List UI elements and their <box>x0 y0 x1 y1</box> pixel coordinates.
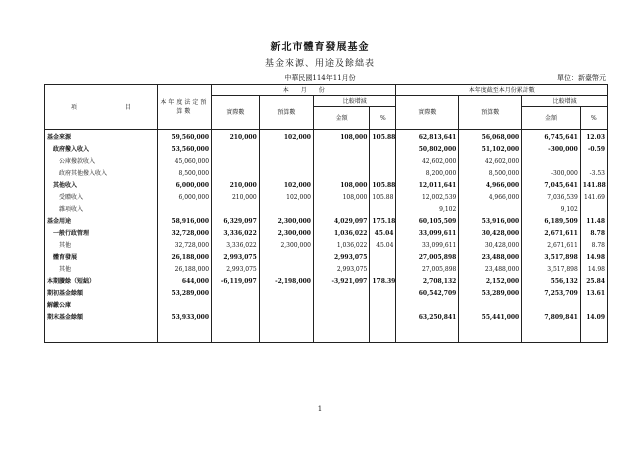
cell-m-amount <box>313 300 369 312</box>
cell-m-pct <box>370 204 396 216</box>
cell-y-actual: 60,542,709 <box>396 288 459 300</box>
cell-m-amount <box>313 312 369 343</box>
cell-m-budget <box>259 300 313 312</box>
cell-m-amount: -3,921,097 <box>313 276 369 288</box>
cell-m-budget <box>259 156 313 168</box>
cell-y-pct: 8.78 <box>580 240 607 252</box>
table-row <box>45 216 608 228</box>
cell-m-budget <box>259 288 313 300</box>
cell-y-pct: 13.61 <box>580 288 607 300</box>
cell-y-actual: 9,102 <box>396 204 459 216</box>
row-item-label: 一般行政管理 <box>45 228 158 240</box>
cell-m-actual <box>212 144 260 156</box>
header-ytd-amount: 金額 <box>522 107 581 130</box>
cell-budget: 53,560,000 <box>157 144 211 156</box>
row-item-label: 解繳公庫 <box>45 300 158 312</box>
cell-m-budget <box>259 312 313 343</box>
cell-m-pct: 45.04 <box>370 240 396 252</box>
cell-y-actual: 8,200,000 <box>396 168 459 180</box>
row-item-label: 基金來源 <box>45 130 158 145</box>
cell-m-budget <box>259 168 313 180</box>
row-item-label: 其他 <box>45 240 158 252</box>
cell-m-budget: 2,300,000 <box>259 240 313 252</box>
row-item-label: 期初基金餘額 <box>45 288 158 300</box>
header-month-actual: 實際數 <box>212 96 260 130</box>
cell-m-actual: 210,000 <box>212 180 260 192</box>
cell-m-actual: -6,119,097 <box>212 276 260 288</box>
header-this-month: 本 月 份 <box>212 85 396 96</box>
cell-m-pct <box>370 300 396 312</box>
cell-y-budget: 53,289,000 <box>459 288 522 300</box>
header-month-budget: 預算數 <box>259 96 313 130</box>
report-period: 中華民國114年11月份 <box>284 74 356 82</box>
cell-y-budget: 53,916,000 <box>459 216 522 228</box>
cell-y-pct: 14.09 <box>580 312 607 343</box>
report-title: 新北市體育發展基金 <box>270 42 370 53</box>
cell-m-amount <box>313 144 369 156</box>
cell-budget: 8,500,000 <box>157 168 211 180</box>
row-item-label: 公庫撥款收入 <box>45 156 158 168</box>
cell-y-amount: 7,253,709 <box>522 288 581 300</box>
cell-y-actual: 33,099,611 <box>396 240 459 252</box>
cell-y-amount: 2,671,611 <box>522 240 581 252</box>
cell-y-actual: 27,005,898 <box>396 264 459 276</box>
cell-y-budget <box>459 204 522 216</box>
table-row <box>45 300 608 312</box>
cell-y-budget: 8,500,000 <box>459 168 522 180</box>
cell-y-amount: -300,000 <box>522 144 581 156</box>
header-ytd-percent: % <box>580 107 607 130</box>
table-row <box>45 168 608 180</box>
cell-m-amount <box>313 204 369 216</box>
cell-m-budget <box>259 252 313 264</box>
cell-budget: 6,000,000 <box>157 192 211 204</box>
table-row <box>45 130 608 145</box>
cell-m-amount: 1,036,022 <box>313 240 369 252</box>
header-ytd-budget: 預算數 <box>459 96 522 130</box>
cell-y-pct: 14.98 <box>580 252 607 264</box>
cell-y-actual: 62,813,641 <box>396 130 459 145</box>
row-item-label: 雜項收入 <box>45 204 158 216</box>
cell-budget: 26,188,000 <box>157 264 211 276</box>
table-row <box>45 156 608 168</box>
cell-y-amount: -300,000 <box>522 168 581 180</box>
cell-m-budget: 102,000 <box>259 180 313 192</box>
cell-m-pct: 175.18 <box>370 216 396 228</box>
cell-m-pct: 105.88 <box>370 130 396 145</box>
cell-m-amount <box>313 288 369 300</box>
header-ytd: 本年度截至本月份累計數 <box>396 85 608 96</box>
cell-m-pct <box>370 264 396 276</box>
cell-m-amount: 2,993,075 <box>313 252 369 264</box>
cell-budget: 6,000,000 <box>157 180 211 192</box>
cell-m-pct: 105.88 <box>370 192 396 204</box>
cell-budget: 644,000 <box>157 276 211 288</box>
cell-y-amount: 7,036,539 <box>522 192 581 204</box>
cell-m-budget <box>259 144 313 156</box>
cell-m-actual: 2,993,075 <box>212 252 260 264</box>
cell-y-pct: -0.59 <box>580 144 607 156</box>
cell-m-actual <box>212 288 260 300</box>
cell-m-actual: 3,336,022 <box>212 228 260 240</box>
cell-m-actual: 2,993,075 <box>212 264 260 276</box>
cell-m-actual <box>212 312 260 343</box>
cell-m-pct <box>370 156 396 168</box>
table-row <box>45 288 608 300</box>
cell-y-actual: 42,602,000 <box>396 156 459 168</box>
cell-budget <box>157 204 211 216</box>
cell-m-actual <box>212 168 260 180</box>
cell-m-budget: 2,300,000 <box>259 216 313 228</box>
row-item-label: 政府撥入收入 <box>45 144 158 156</box>
header-row-1 <box>45 85 608 96</box>
cell-m-pct <box>370 312 396 343</box>
cell-y-budget: 23,488,000 <box>459 252 522 264</box>
cell-m-pct <box>370 288 396 300</box>
cell-m-pct <box>370 168 396 180</box>
cell-m-amount: 108,000 <box>313 180 369 192</box>
table-row <box>45 204 608 216</box>
cell-y-actual: 60,105,509 <box>396 216 459 228</box>
cell-budget: 53,289,000 <box>157 288 211 300</box>
row-item-label: 政府其他撥入收入 <box>45 168 158 180</box>
table-row <box>45 252 608 264</box>
table-row <box>45 312 608 343</box>
cell-m-budget: 2,300,000 <box>259 228 313 240</box>
cell-y-pct: -3.53 <box>580 168 607 180</box>
cell-y-amount <box>522 300 581 312</box>
cell-budget: 26,188,000 <box>157 252 211 264</box>
cell-y-pct <box>580 156 607 168</box>
cell-y-amount: 3,517,898 <box>522 252 581 264</box>
cell-m-budget: -2,198,000 <box>259 276 313 288</box>
table-row <box>45 192 608 204</box>
row-item-label: 本期賸餘（短絀） <box>45 276 158 288</box>
cell-y-budget: 30,428,000 <box>459 240 522 252</box>
cell-y-budget: 30,428,000 <box>459 228 522 240</box>
cell-m-pct: 178.39 <box>370 276 396 288</box>
cell-budget: 53,933,000 <box>157 312 211 343</box>
cell-m-amount: 108,000 <box>313 130 369 145</box>
cell-y-pct: 12.03 <box>580 130 607 145</box>
table-row <box>45 276 608 288</box>
row-item-label: 基金用途 <box>45 216 158 228</box>
cell-m-pct <box>370 252 396 264</box>
cell-budget: 32,728,000 <box>157 228 211 240</box>
cell-m-budget: 102,000 <box>259 130 313 145</box>
table-row <box>45 144 608 156</box>
cell-y-pct: 141.88 <box>580 180 607 192</box>
cell-m-actual <box>212 156 260 168</box>
table-row <box>45 264 608 276</box>
cell-m-amount: 4,029,097 <box>313 216 369 228</box>
cell-y-pct: 25.84 <box>580 276 607 288</box>
cell-y-pct <box>580 300 607 312</box>
cell-y-budget: 4,966,000 <box>459 180 522 192</box>
cell-y-budget <box>459 300 522 312</box>
header-month-compare: 比較增減 <box>313 96 395 107</box>
cell-y-pct: 14.98 <box>580 264 607 276</box>
cell-budget <box>157 300 211 312</box>
table-body <box>45 130 608 343</box>
cell-m-amount <box>313 168 369 180</box>
cell-y-amount: 7,809,841 <box>522 312 581 343</box>
cell-m-amount: 2,993,075 <box>313 264 369 276</box>
cell-budget: 32,728,000 <box>157 240 211 252</box>
cell-m-amount: 1,036,022 <box>313 228 369 240</box>
cell-y-amount: 556,132 <box>522 276 581 288</box>
cell-y-amount: 9,102 <box>522 204 581 216</box>
table-row <box>45 240 608 252</box>
cell-y-pct: 11.48 <box>580 216 607 228</box>
cell-m-amount: 108,000 <box>313 192 369 204</box>
cell-y-pct <box>580 204 607 216</box>
header-legal-budget: 本年度法定預算數 <box>157 85 211 130</box>
cell-m-budget: 102,000 <box>259 192 313 204</box>
row-item-label: 體育發展 <box>45 252 158 264</box>
cell-y-budget: 4,966,000 <box>459 192 522 204</box>
header-month-percent: % <box>370 107 396 130</box>
cell-m-amount <box>313 156 369 168</box>
cell-y-budget: 55,441,000 <box>459 312 522 343</box>
cell-y-amount: 6,189,509 <box>522 216 581 228</box>
cell-y-amount: 3,517,898 <box>522 264 581 276</box>
cell-y-amount: 7,045,641 <box>522 180 581 192</box>
fund-statement-table <box>44 84 608 343</box>
cell-y-actual: 12,002,539 <box>396 192 459 204</box>
cell-budget: 45,060,000 <box>157 156 211 168</box>
cell-m-actual: 6,329,097 <box>212 216 260 228</box>
cell-y-budget: 42,602,000 <box>459 156 522 168</box>
cell-m-actual <box>212 204 260 216</box>
header-item: 項 目 <box>45 85 158 130</box>
cell-m-pct: 105.88 <box>370 180 396 192</box>
cell-m-actual: 3,336,022 <box>212 240 260 252</box>
cell-m-actual: 210,000 <box>212 192 260 204</box>
currency-unit: 單位：新臺幣元 <box>557 74 606 82</box>
cell-y-pct: 8.78 <box>580 228 607 240</box>
header-month-amount: 金額 <box>313 107 369 130</box>
cell-y-budget: 56,068,000 <box>459 130 522 145</box>
cell-y-actual: 63,250,841 <box>396 312 459 343</box>
cell-m-actual: 210,000 <box>212 130 260 145</box>
cell-budget: 58,916,000 <box>157 216 211 228</box>
cell-y-amount <box>522 156 581 168</box>
table-row <box>45 228 608 240</box>
cell-y-amount: 2,671,611 <box>522 228 581 240</box>
cell-y-actual <box>396 300 459 312</box>
row-item-label: 期末基金餘額 <box>45 312 158 343</box>
row-item-label: 其他 <box>45 264 158 276</box>
page-number: 1 <box>317 405 323 413</box>
header-ytd-actual: 實際數 <box>396 96 459 130</box>
cell-y-budget: 23,488,000 <box>459 264 522 276</box>
cell-y-actual: 33,099,611 <box>396 228 459 240</box>
row-item-label: 受贈收入 <box>45 192 158 204</box>
header-ytd-compare: 比較增減 <box>522 96 608 107</box>
cell-y-amount: 6,745,641 <box>522 130 581 145</box>
table-row <box>45 180 608 192</box>
cell-budget: 59,560,000 <box>157 130 211 145</box>
cell-y-actual: 2,708,132 <box>396 276 459 288</box>
report-subtitle: 基金來源、用途及餘絀表 <box>264 59 375 69</box>
cell-m-actual <box>212 300 260 312</box>
cell-y-actual: 12,011,641 <box>396 180 459 192</box>
cell-m-budget <box>259 204 313 216</box>
cell-m-pct <box>370 144 396 156</box>
row-item-label: 其他收入 <box>45 180 158 192</box>
cell-m-budget <box>259 264 313 276</box>
cell-y-budget: 2,152,000 <box>459 276 522 288</box>
cell-y-actual: 27,005,898 <box>396 252 459 264</box>
cell-y-pct: 141.69 <box>580 192 607 204</box>
cell-m-pct: 45.04 <box>370 228 396 240</box>
cell-y-budget: 51,102,000 <box>459 144 522 156</box>
cell-y-actual: 50,802,000 <box>396 144 459 156</box>
